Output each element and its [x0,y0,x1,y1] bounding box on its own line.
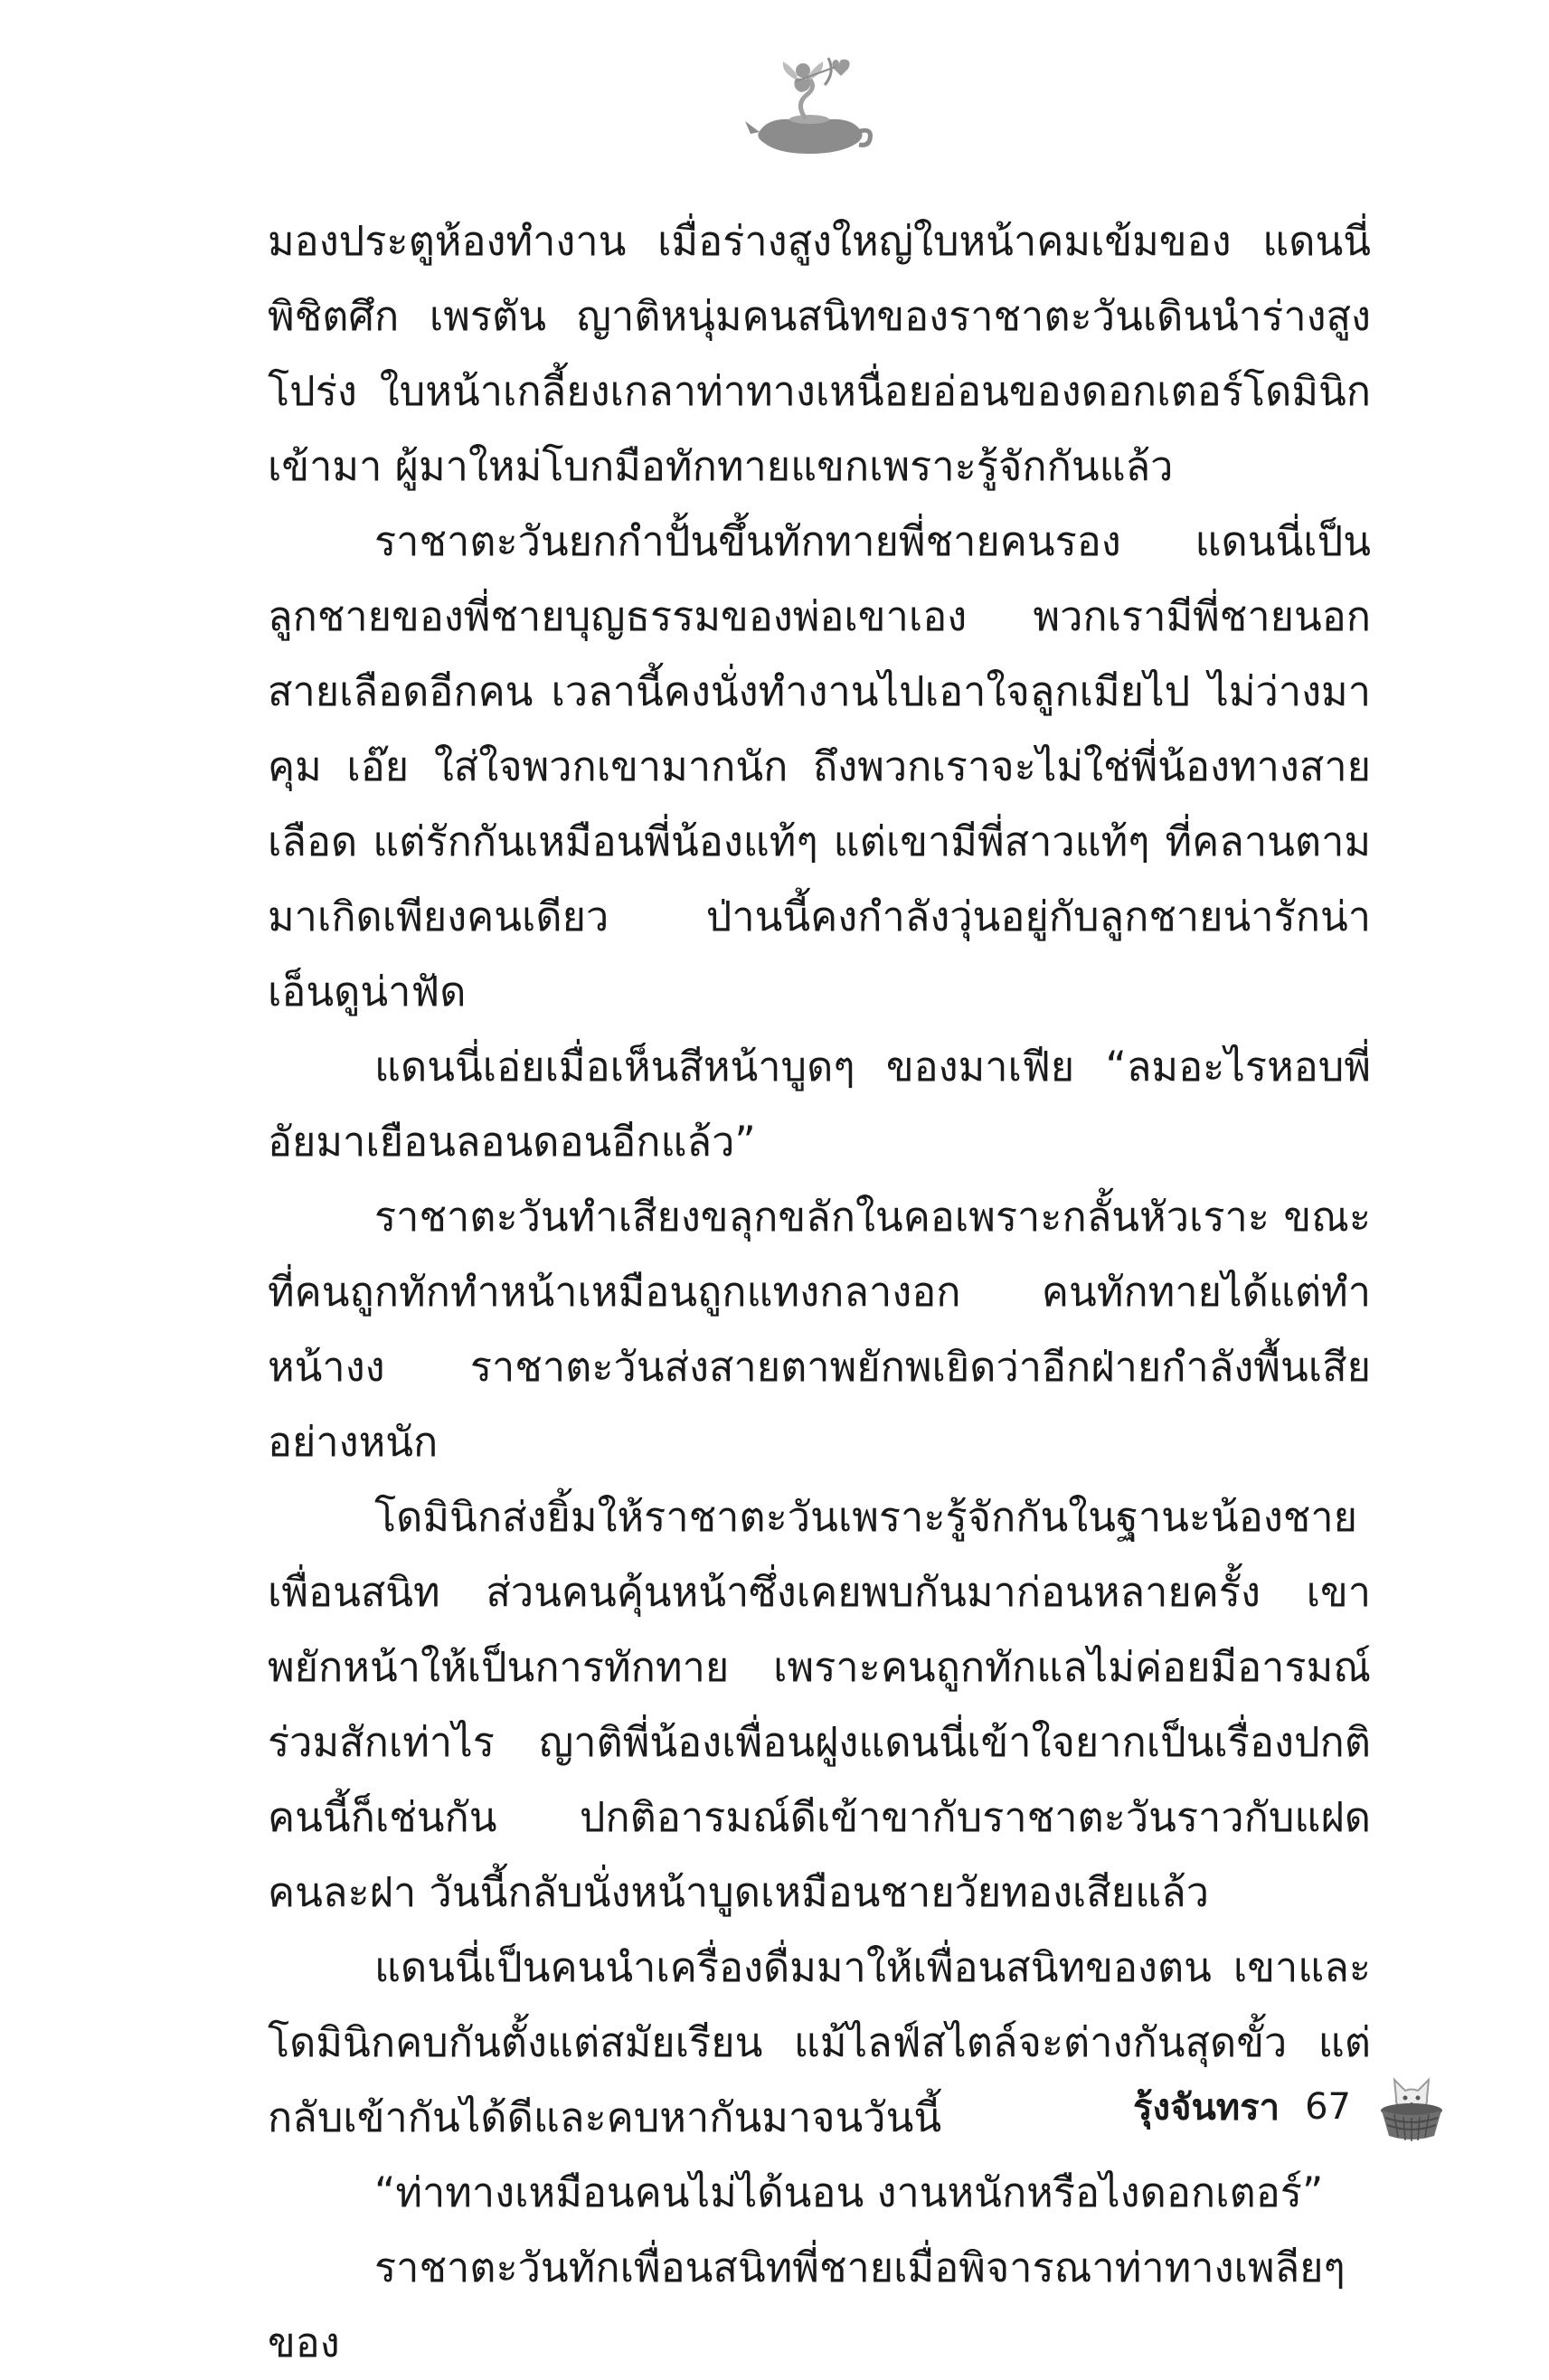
cupid-teapot-ornament-icon [741,45,877,181]
paragraph-3: แดนนี่เอ่ยเมื่อเห็นสีหน้าบูดๆ ของมาเฟีย “ลมอะไรหอบพี่อัยมาเยือนลอนดอนอีกแล้ว” [268,1043,1371,1166]
page-number: 67 [1305,2086,1351,2128]
body-text [268,203,1371,2380]
cat-in-basket-icon [1376,2071,1447,2143]
paragraph-6: แดนนี่เป็นคนนำเครื่องดื่มมาให้เพื่อนสนิทของตน เขาและโดมินิกคบกันตั้งแต่สมัยเรียน แม้ไลฟ์สไตล์จะต่างกันสุดขั้ว แต่กลับเข้ากันได้ดีและคบหากันมาจนวันนี้ [268,1943,1371,2141]
paragraph-2: ราชาตะวันยกกำปั้นขึ้นทักทายพี่ชายคนรอง แดนนี่เป็นลูกชายของพี่ชายบุญธรรมของพ่อเขาเอง พวกเรามีพี่ชายนอกสายเลือดอีกคน เวลานี้คงนั่งทำงานไปเอาใจลูกเมียไป ไม่ว่างมาคุม เอ๊ย ใส่ใจพวกเขามากนัก ถึงพวกเราจะไม่ใช่พี่น้องทางสายเลือด แต่รักกันเหมือนพี่น้องแท้ๆ แต่เขามีพี่สาวแท้ๆ ที่คลานตามมาเกิดเพียงคนเดียว ป่านนี้คงกำลังวุ่นอยู่กับลูกชายน่ารักน่าเอ็นดูน่าฟัด [268,517,1371,1015]
paragraph-8: ราชาตะวันทักเพื่อนสนิทพี่ชายเมื่อพิจารณาท่าทางเพลียๆ ของ [268,2243,1346,2366]
paragraph-5: โดมินิกส่งยิ้มให้ราชาตะวันเพราะรู้จักกันในฐานะน้องชายเพื่อนสนิท ส่วนคนคุ้นหน้าซึ่งเคยพบกันมาก่อนหลายครั้ง เขาพยักหน้าให้เป็นการทักทาย เพราะคนถูกทักแลไม่ค่อยมีอารมณ์ร่วมสักเท่าไร ญาติพี่น้องเพื่อนฝูงแดนนี่เข้าใจยากเป็นเรื่องปกติ คนนี้ก็เช่นกัน ปกติอารมณ์ดีเข้าขากับราชาตะวันราวกับแฝดคนละฝา วันนี้กลับนั่งหน้าบูดเหมือนชายวัยทองเสียแล้ว [268,1493,1371,1916]
paragraph-1: มองประตูห้องทำงาน เมื่อร่างสูงใหญ่ใบหน้าคมเข้มของ แดนนี่ พิชิตศึก เพรตัน ญาติหนุ่มคนสนิทของราชาตะวันเดินนำร่างสูงโปร่ง ใบหน้าเกลี้ยงเกลาท่าทางเหนื่อยอ่อนของดอกเตอร์โดมินิกเข้ามา ผู้มาใหม่โบกมือทักทายแขกเพราะรู้จักกันแล้ว [268,217,1371,490]
paragraph-4: ราชาตะวันทำเสียงขลุกขลักในคอเพราะกลั้นหัวเราะ ขณะที่คนถูกทักทำหน้าเหมือนถูกแทงกลางอก คนทักทายได้แต่ทำหน้างง ราชาตะวันส่งสายตาพยักพเยิดว่าอีกฝ่ายกำลังพื้นเสียอย่างหนัก [268,1193,1371,1466]
book-title: รุ้งจันทรา [1132,2087,1280,2129]
page-footer [1049,2071,1447,2143]
paragraph-7: “ท่าทางเหมือนคนไม่ได้นอน งานหนักหรือไงดอกเตอร์” [374,2168,1324,2216]
